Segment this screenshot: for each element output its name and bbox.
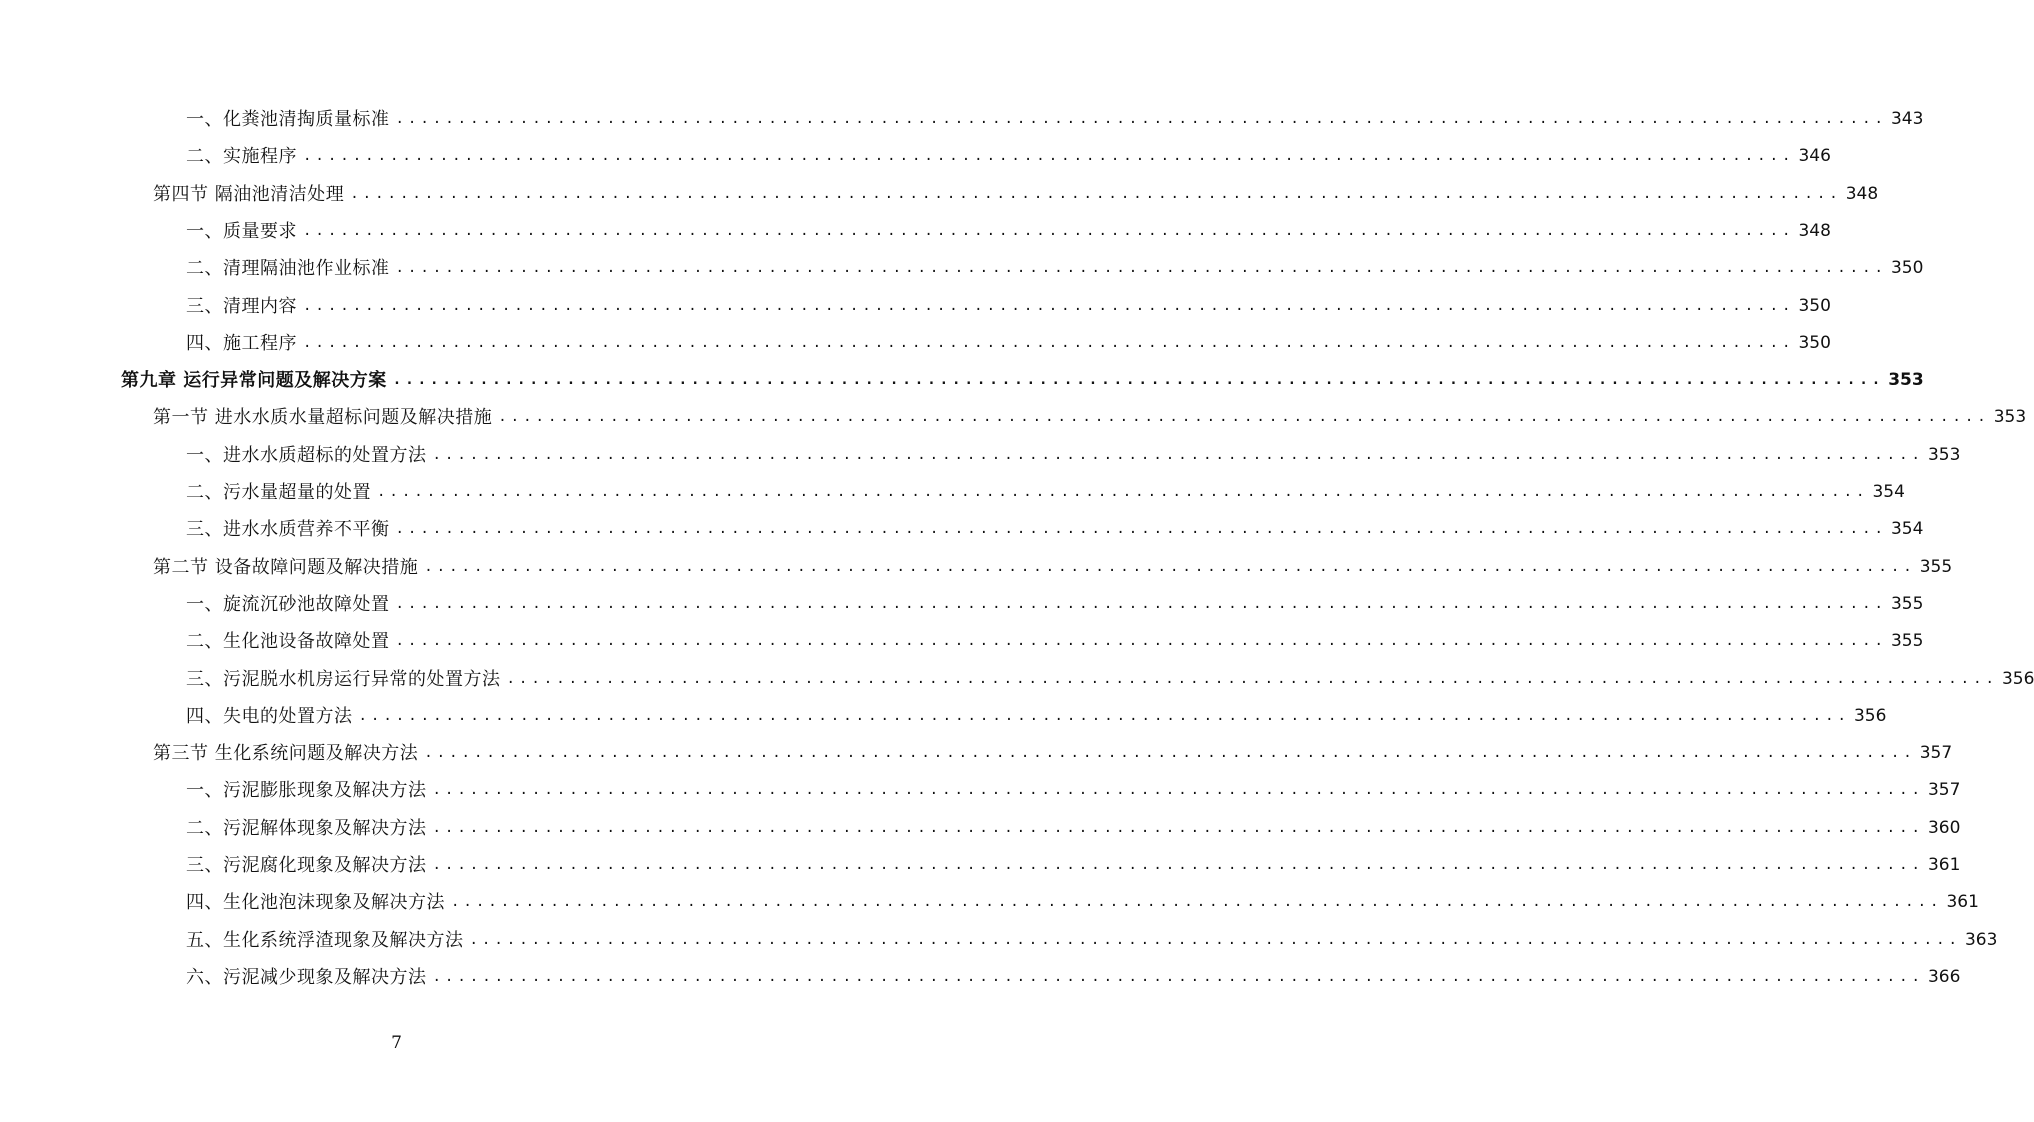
toc-entry-title: 第九章 运行异常问题及解决方案 (121, 370, 387, 392)
toc-subsection-entry[interactable] (186, 959, 1961, 996)
toc-subsection-entry[interactable] (186, 623, 1924, 660)
toc-entry-title: 三、进水水质营养不平衡 (186, 519, 390, 541)
toc-leader-dots: ........................................................................................................................ (395, 595, 1887, 612)
toc-section-entry[interactable] (153, 735, 1953, 772)
toc-leader-dots: ........................................................................................................................ (303, 297, 1795, 314)
toc-entry-page: 350 (1890, 258, 1924, 279)
toc-entry-title: 二、清理隔油池作业标准 (186, 258, 390, 280)
toc-leader-dots: ........................................................................................................................ (424, 558, 1916, 575)
toc-subsection-entry[interactable] (186, 661, 2034, 698)
toc-leader-dots: ........................................................................................................................ (424, 745, 1916, 762)
toc-leader-dots: ........................................................................................................................ (395, 260, 1887, 277)
toc-section-entry[interactable] (153, 176, 1879, 213)
toc-subsection-entry[interactable] (186, 922, 1998, 959)
toc-subsection-entry[interactable] (186, 437, 1961, 474)
toc-entry-title: 二、生化池设备故障处置 (186, 631, 390, 653)
toc-leader-dots: ........................................................................................................................ (432, 968, 1924, 985)
toc-subsection-entry[interactable] (186, 511, 1924, 548)
toc-entry-title: 三、清理内容 (186, 295, 297, 317)
toc-entry-page: 356 (1853, 705, 1887, 726)
toc-entry-title: 一、污泥膨胀现象及解决方法 (186, 780, 427, 802)
toc-entry-title: 二、实施程序 (186, 146, 297, 168)
toc-leader-dots: ........................................................................................................................ (303, 148, 1795, 165)
toc-entry-title: 二、污泥解体现象及解决方法 (186, 817, 427, 839)
toc-entry-page: 356 (2001, 668, 2034, 689)
toc-entry-title: 一、质量要求 (186, 220, 297, 242)
toc-chapter-entry[interactable] (121, 362, 1924, 399)
toc-entry-page: 355 (1890, 593, 1924, 614)
toc-entry-title: 四、生化池泡沫现象及解决方法 (186, 892, 445, 914)
toc-leader-dots: ........................................................................................................................ (432, 819, 1924, 836)
toc-entry-page: 348 (1798, 220, 1831, 241)
toc-entry-title: 第四节 隔油池清洁处理 (153, 183, 345, 205)
toc-entry-title: 第二节 设备故障问题及解决措施 (153, 556, 419, 578)
toc-subsection-entry[interactable] (186, 101, 1924, 138)
toc-leader-dots: ........................................................................................................................ (377, 484, 1869, 500)
toc-entry-page: 353 (1993, 407, 2027, 428)
toc-entry-title: 一、旋流沉砂池故障处置 (186, 593, 390, 615)
toc-entry-page: 353 (1927, 444, 1961, 465)
toc-leader-dots: ........................................................................................................................ (303, 334, 1795, 351)
toc-leader-dots: ........................................................................................................................ (451, 894, 1943, 911)
toc-subsection-entry[interactable] (186, 586, 1924, 623)
toc-entry-page: 346 (1798, 146, 1831, 167)
toc-leader-dots: ........................................................................................................................ (358, 707, 1850, 724)
toc-entry-page: 360 (1927, 817, 1961, 838)
toc-subsection-entry[interactable] (186, 474, 1905, 511)
toc-leader-dots: ........................................................................................................................ (395, 521, 1887, 538)
toc-leader-dots: ........................................................................................................................ (432, 857, 1924, 873)
toc-subsection-entry[interactable] (186, 138, 1831, 175)
toc-leader-dots: ........................................................................................................................ (432, 782, 1924, 799)
toc-section-entry[interactable] (153, 549, 1953, 586)
toc-subsection-entry[interactable] (186, 698, 1887, 735)
toc-entry-title: 二、污水量超量的处置 (186, 482, 371, 503)
toc-leader-dots: ........................................................................................................................ (303, 222, 1795, 239)
toc-entry-title: 第三节 生化系统问题及解决方法 (153, 743, 419, 765)
toc-entry-page: 357 (1919, 743, 1953, 764)
toc-entry-page: 350 (1798, 295, 1831, 316)
toc-entry-page: 350 (1798, 332, 1831, 353)
toc-subsection-entry[interactable] (186, 325, 1831, 362)
toc-entry-page: 354 (1890, 519, 1924, 540)
toc-section-entry[interactable] (153, 399, 2027, 436)
toc-entry-title: 四、施工程序 (186, 332, 297, 354)
toc-entry-page: 366 (1927, 966, 1961, 987)
toc-entry-title: 三、污泥脱水机房运行异常的处置方法 (186, 668, 501, 690)
toc-entry-page: 361 (1927, 855, 1961, 875)
toc-entry-page: 363 (1964, 929, 1998, 950)
toc-entry-title: 三、污泥腐化现象及解决方法 (186, 855, 427, 876)
toc-entry-page: 343 (1890, 109, 1924, 129)
toc-entry-title: 一、化粪池清掏质量标准 (186, 109, 390, 130)
toc-entry-page: 355 (1890, 631, 1924, 652)
toc-subsection-entry[interactable] (186, 847, 1961, 884)
toc-entry-page: 361 (1946, 892, 1979, 913)
toc-leader-dots: ........................................................................................................................ (498, 409, 1990, 426)
toc-leader-dots: ........................................................................................................................ (395, 111, 1887, 127)
toc-subsection-entry[interactable] (186, 288, 1831, 325)
page-number: 7 (391, 1033, 402, 1053)
toc-entry-title: 五、生化系统浮渣现象及解决方法 (186, 929, 464, 951)
toc-entry-page: 353 (1888, 370, 1924, 391)
toc-entry-title: 四、失电的处置方法 (186, 705, 353, 727)
toc-entry-title: 一、进水水质超标的处置方法 (186, 444, 427, 466)
toc-leader-dots: ........................................................................................................................ (350, 185, 1842, 202)
toc-subsection-entry[interactable] (186, 810, 1961, 847)
toc-subsection-entry[interactable] (186, 884, 1979, 921)
toc-subsection-entry[interactable] (186, 250, 1924, 287)
toc-leader-dots: ........................................................................................................................ (392, 372, 1885, 389)
toc-entry-title: 六、污泥减少现象及解决方法 (186, 966, 427, 988)
toc-entry-page: 354 (1872, 482, 1905, 502)
toc-subsection-entry[interactable] (186, 213, 1831, 250)
toc-entry-page: 357 (1927, 780, 1961, 801)
toc-entry-title: 第一节 进水水质水量超标问题及解决措施 (153, 407, 493, 429)
toc-leader-dots: ........................................................................................................................ (395, 633, 1887, 650)
toc-leader-dots: ........................................................................................................................ (506, 670, 1998, 687)
toc-leader-dots: ........................................................................................................................ (432, 446, 1924, 463)
toc-leader-dots: ........................................................................................................................ (469, 931, 1961, 948)
toc-subsection-entry[interactable] (186, 772, 1961, 809)
toc-entry-page: 355 (1919, 556, 1953, 577)
toc-entry-page: 348 (1845, 183, 1879, 204)
